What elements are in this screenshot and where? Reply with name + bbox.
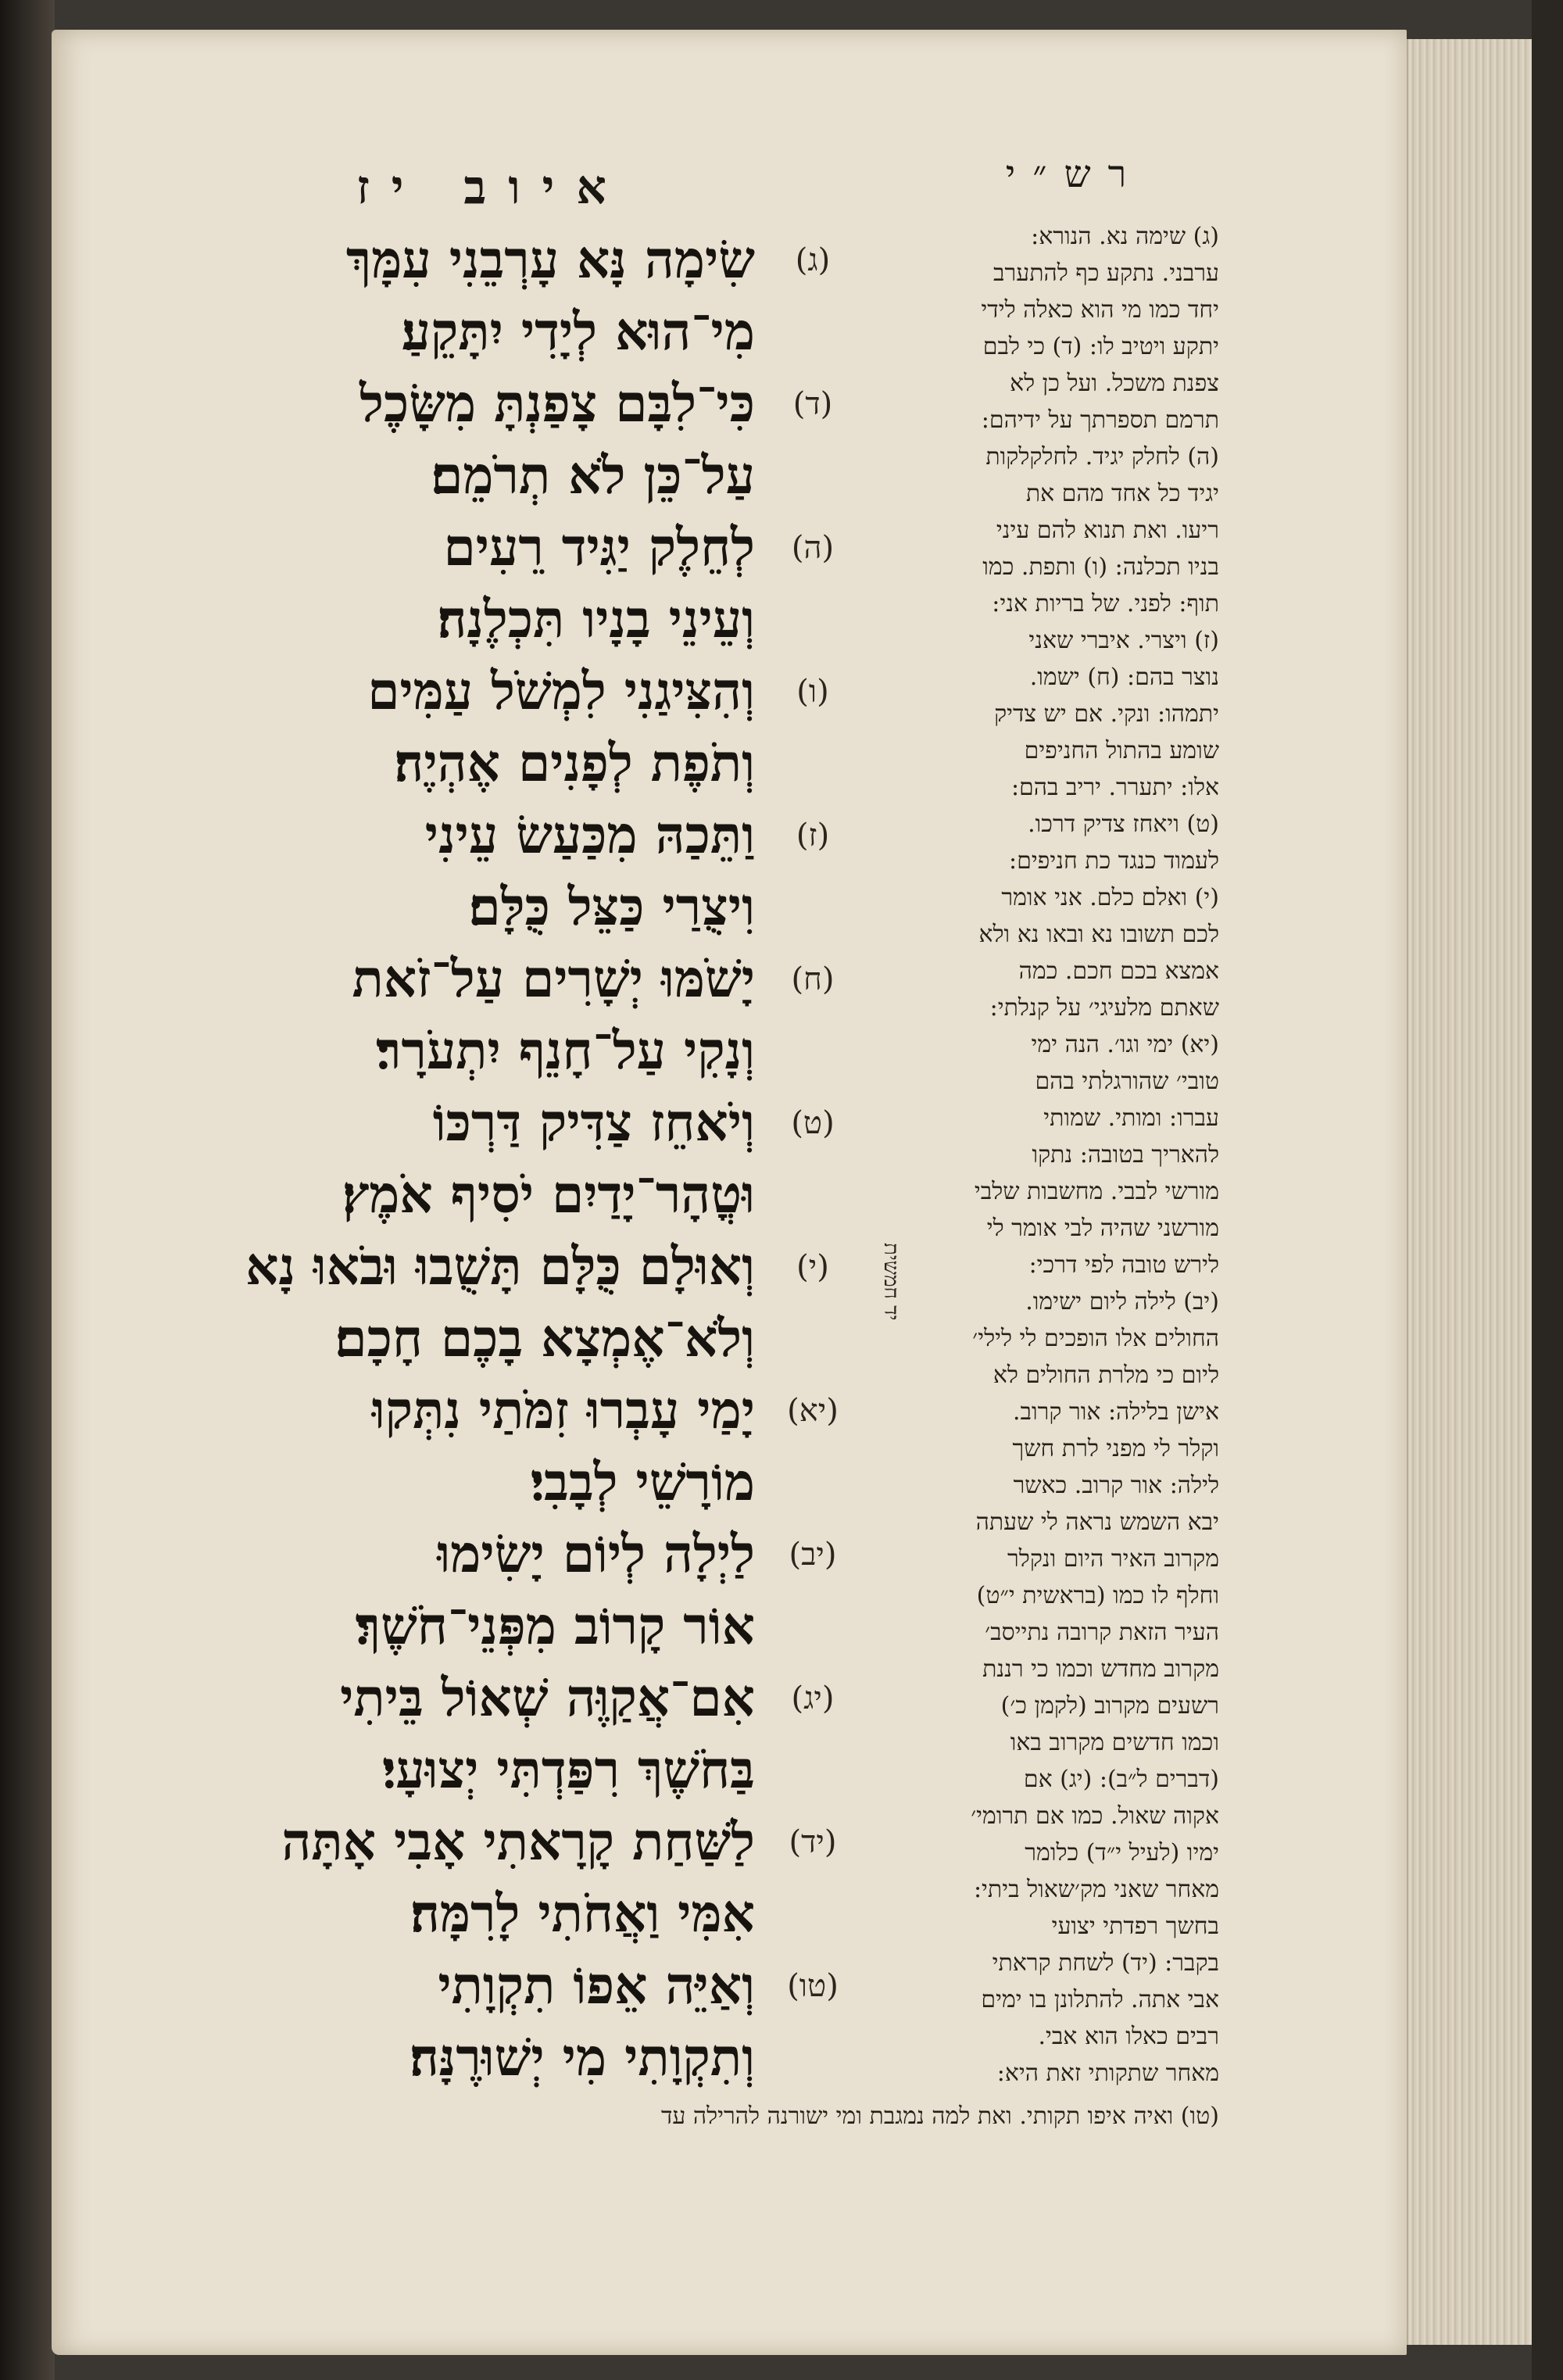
rashi-line: מקרוב מחדש וכמו כי רננת <box>982 1655 1219 1683</box>
verse-number: (ז) <box>796 817 830 854</box>
verse-text: וַתֵּכַהּ מִכַּעַשׂ עֵינִי <box>424 803 755 865</box>
verse-line <box>133 1449 860 1515</box>
verse-line <box>133 1090 860 1155</box>
verse-text: כִּי־לִבָּם צָפַנְתָּ מִשָּׂכֶל <box>359 372 755 434</box>
verse-text: לְחֵלֶק יַגִּיד רֵעִים <box>443 516 755 578</box>
rashi-line: (דברים ל״ב): (יג) אם <box>1023 1766 1219 1793</box>
verse-column <box>133 227 860 2118</box>
verse-line <box>133 1305 860 1371</box>
rashi-line: העיר הזאת קרובה נתייסב׳ <box>985 1619 1219 1646</box>
rashi-line: טובי׳ שהורגלתי בהם <box>1035 1068 1219 1095</box>
verse-text: וְנָקִי עַל־חָנֵף יִתְעֹרָר׃ <box>376 1019 755 1081</box>
verse-text: יָמַי עָבְרוּ זִמֹּתַי נִתְּקוּ <box>371 1379 755 1441</box>
rashi-line: ליום כי מלרת החולים לא <box>993 1362 1219 1389</box>
rashi-line: יתמהו: ונקי. אם יש צדיק <box>994 700 1219 728</box>
rashi-line: יתקע ויטיב לו: (ד) כי לבם <box>982 333 1219 360</box>
verse-number: (ד) <box>792 385 833 422</box>
verse-text: וְעֵינֵי בָנָיו תִּכְלֶנָה׃ <box>437 588 755 650</box>
rashi-line: (ז) ויצרי. איברי שאני <box>1028 627 1219 654</box>
rashi-line: יגיד כל אחד מהם את <box>1025 480 1219 507</box>
rashi-line: וקלר לי מפני לרת חשך <box>1012 1435 1219 1462</box>
verse-number: (יג) <box>791 1680 835 1716</box>
running-head-book: איוב יז <box>356 160 628 215</box>
rashi-line: צפנת משכל. ועל כן לא <box>1010 370 1219 397</box>
rashi-line: בחשך רפדתי יצועי <box>1051 1913 1219 1940</box>
verse-line <box>133 586 860 652</box>
rashi-line: יחד כמו מי הוא כאלה לידי <box>981 296 1219 324</box>
rashi-line: שאתם מלעיגי׳ על קנלתי: <box>989 994 1219 1022</box>
verse-line <box>133 946 860 1011</box>
verse-text: אוֹר קָרוֹב מִפְּנֵי־חֹשֶׁךְ׃ <box>355 1594 755 1656</box>
rashi-line: וחלף לו כמו (בראשית י״ט) <box>976 1582 1219 1609</box>
rashi-line: (יב) לילה ליום ישימו. <box>1025 1288 1219 1315</box>
rashi-line: עברו: ומותי. שמותי <box>1043 1104 1219 1132</box>
rashi-line: אקוה שאול. כמו אם תרומי׳ <box>971 1802 1219 1830</box>
verse-text: אִם־אֲקַוֶּה שְׁאוֹל בֵּיתִי <box>340 1666 755 1728</box>
verse-number: (ו) <box>796 673 829 710</box>
verse-line <box>133 802 860 868</box>
rashi-line: בקבר: (יד) לשחת קראתי <box>992 1949 1219 1977</box>
rashi-line: לירש טובה לפי דרכי: <box>1028 1251 1219 1279</box>
running-head-commentary: רש״י <box>1005 152 1144 196</box>
verse-number: (ה) <box>791 529 835 566</box>
rashi-line: בניו תכלנה: (ו) ותפת. כמו <box>982 553 1219 581</box>
rashi-line: (ט) ויאחז צדיק דרכו. <box>1028 811 1219 838</box>
verse-number: (י) <box>796 1248 829 1285</box>
rashi-line: אבי אתה. להתלונן בו ימים <box>981 1986 1219 2013</box>
rashi-line: רבים כאלו הוא אבי. <box>1038 2023 1219 2050</box>
verse-number: (ח) <box>791 961 835 997</box>
verse-text: וְתֹפֶת לְפָנִים אֶהְיֶה׃ <box>394 732 755 793</box>
verse-line <box>133 658 860 724</box>
rashi-line: מורשי לבבי. מחשבות שלבי <box>974 1178 1219 1205</box>
rashi-line: אישן בלילה: אור קרוב. <box>1013 1398 1219 1426</box>
rashi-line: וכמו חדשים מקרוב באו <box>1010 1729 1219 1756</box>
verse-text: וְאַיֵּה אֵפוֹ תִקְוָתִי <box>438 1954 755 2016</box>
page-edges <box>1407 39 1533 2345</box>
rashi-line: החולים אלו הופכים לי לילי׳ <box>972 1325 1219 1352</box>
verse-line <box>133 370 860 436</box>
verse-line <box>133 1521 860 1587</box>
verse-text: מוֹרָשֵׁי לְבָבִי׃ <box>530 1451 755 1512</box>
rashi-line: להאריך בטובה: נתקו <box>1032 1141 1219 1169</box>
footer-commentary-line: (טו) ואיה איפו תקותי. ואת למה נמגבת ומי ישורנה להרילה עד <box>660 2103 1219 2130</box>
rashi-line: נוצר בהם: (ח) ישמו. <box>1029 664 1219 691</box>
margin-note: יד חמשית <box>879 1243 903 1321</box>
verse-number: (ג) <box>795 242 831 278</box>
rashi-line: לכם תשובו נא ובאו נא ולא <box>978 921 1219 948</box>
rashi-line: ערבני. נתקע כף להתערב <box>993 259 1219 287</box>
verse-text: בַּחֹשֶׁךְ רִפַּדְתִּי יְצוּעָי׃ <box>381 1738 755 1800</box>
verse-line <box>133 1593 860 1659</box>
background-edge <box>1532 0 1563 2380</box>
verse-line <box>133 1161 860 1227</box>
verse-text: וְאוּלָם כֻּלָּם תָּשֻׁבוּ וּבֹאוּ נָא <box>245 1235 755 1297</box>
verse-text: עַל־כֵּן לֹא תְרֹמֵם׃ <box>431 444 755 506</box>
rashi-line: ריעו. ואת תנוא להם עיני <box>996 517 1219 544</box>
rashi-line: לעמוד כנגד כת חניפים: <box>1008 847 1219 875</box>
rashi-line: תרמם תספרתך על ידיהם: <box>981 406 1219 434</box>
rashi-line: מורשני שהיה לבי אומר לי <box>986 1215 1219 1242</box>
rashi-line: (יא) ימי וגו׳. הנה ימי <box>1031 1031 1219 1058</box>
verse-line <box>133 299 860 364</box>
verse-line <box>133 1809 860 1874</box>
verse-number: (ט) <box>791 1104 835 1141</box>
verse-text: מִי־הוּא לְיָדִי יִתָּקֵעַ׃ <box>401 300 755 362</box>
rashi-line: שומע בהתול החניפים <box>1024 737 1219 764</box>
verse-text: וּטֳהָר־יָדַיִם יֹסִיף אֹמֶץ׃ <box>342 1163 755 1225</box>
rashi-line: (י) ואלם כלם. אני אומר <box>1001 884 1219 911</box>
rashi-line: יבא השמש נראה לי שעתה <box>975 1509 1219 1536</box>
verse-line <box>133 730 860 796</box>
rashi-line: מאחר שתקותי זאת היא: <box>996 2060 1219 2087</box>
rashi-line: רשעים מקרוב (לקמן כ׳) <box>1000 1692 1219 1720</box>
verse-line <box>133 1377 860 1443</box>
verse-text: וְיֹאחֵז צַדִּיק דַּרְכּוֹ <box>432 1091 755 1153</box>
rashi-line: מקרוב האיר היום ונקלר <box>1007 1545 1219 1573</box>
verse-line <box>133 1737 860 1802</box>
verse-number: (יד) <box>789 1823 837 1860</box>
rashi-line: ימיו (לעיל י״ד) כלומר <box>1025 1839 1219 1866</box>
rashi-line: תוף: לפני. של בריות אני: <box>992 590 1219 617</box>
verse-number: (יב) <box>789 1536 837 1573</box>
verse-text: שִׂימָה נָּא עָרְבֵנִי עִמָּךְ <box>345 228 755 290</box>
verse-text: יָשֹׁמּוּ יְשָׁרִים עַל־זֹאת <box>352 947 755 1009</box>
rashi-line: (ג) שימה נא. הנורא: <box>1031 223 1219 250</box>
verse-text: אִמִּי וַאֲחֹתִי לָרִמָּה׃ <box>410 1882 755 1944</box>
verse-line <box>133 1018 860 1083</box>
verse-text: לַיְלָה לְיוֹם יָשִׂימוּ <box>437 1523 755 1584</box>
verse-line <box>133 227 860 292</box>
verse-text: וְתִקְוָתִי מִי יְשׁוּרֶנָּה׃ <box>409 2026 755 2088</box>
verse-line <box>133 442 860 508</box>
verse-line <box>133 1881 860 1946</box>
verse-line <box>133 514 860 580</box>
verse-text: לַשַּׁחַת קָרָאתִי אָבִי אָתָּה <box>281 1810 755 1872</box>
rashi-line: אמצא בכם חכם. כמה <box>1018 957 1219 985</box>
verse-line <box>133 1233 860 1299</box>
verse-line <box>133 2024 860 2090</box>
rashi-line: לילה: אור קרוב. כאשר <box>1013 1472 1219 1499</box>
verse-number: (טו) <box>787 1967 839 2004</box>
verse-text: וִיצֻרַי כַּצֵּל כֻּלָּם׃ <box>468 875 755 937</box>
rashi-line: (ה) לחלק יגיד. לחלקלקות <box>985 443 1219 471</box>
verse-text: וְהִצִּיגַנִי לִמְשֹׁל עַמִּים <box>367 660 755 721</box>
book-gutter-shadow <box>0 0 55 2380</box>
verse-text: וְלֹא־אֶמְצָא בָכֶם חָכָם׃ <box>334 1307 755 1369</box>
verse-line <box>133 1952 860 2018</box>
verse-line <box>133 874 860 939</box>
rashi-line: אלו: יתערר. יריב בהם: <box>1010 774 1219 801</box>
verse-number: (יא) <box>787 1392 839 1429</box>
verse-line <box>133 1665 860 1730</box>
rashi-line: מאחר שאני מק׳שאול ביתי: <box>973 1876 1219 1903</box>
rashi-commentary-column <box>875 223 1219 2095</box>
